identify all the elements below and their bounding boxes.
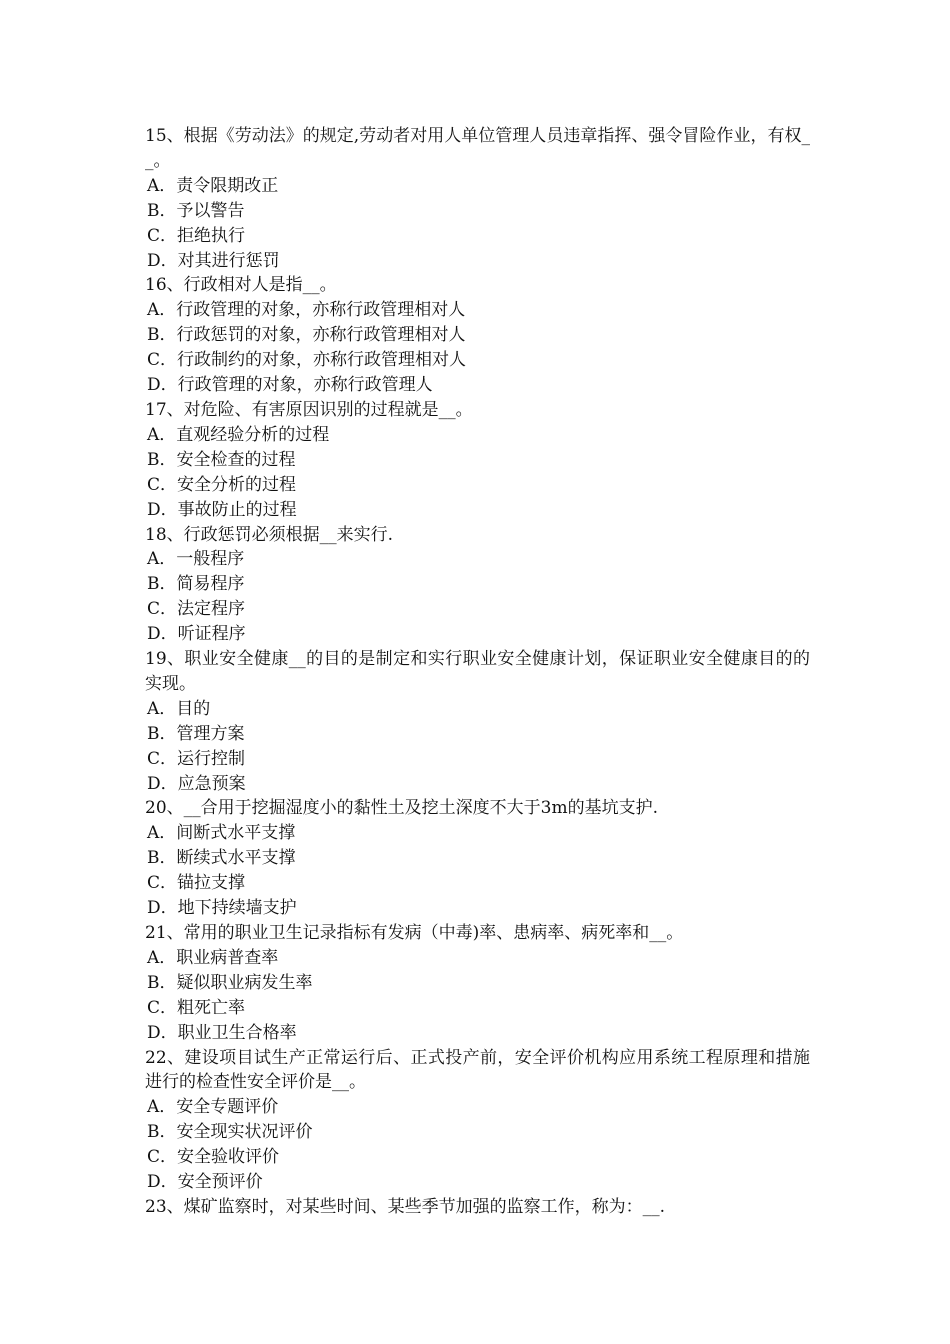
- question-16: [145, 273, 810, 398]
- question-18: [145, 523, 810, 648]
- question-23: [145, 1195, 810, 1220]
- option-b: B．行政惩罚的对象，亦称行政管理相对人: [147, 325, 466, 346]
- option-a: A．责令限期改正: [147, 175, 279, 196]
- question-21: [145, 921, 810, 1046]
- option-b: B．安全现实状况评价: [147, 1122, 313, 1143]
- option-d: D．行政管理的对象，亦称行政管理人: [147, 375, 433, 396]
- option-a: A．目的: [147, 698, 211, 719]
- option-d: D．地下持续墙支护: [147, 898, 297, 919]
- option-a: A．职业病普查率: [147, 947, 279, 968]
- question-text: 21、常用的职业卫生记录指标有发病（中毒)率、患病率、病死率和__。: [145, 923, 684, 943]
- option-d: D．安全预评价: [147, 1172, 263, 1193]
- question-text: 17、对危险、有害原因识别的过程就是__。: [145, 399, 473, 420]
- option-d: D．听证程序: [147, 624, 246, 645]
- option-d: D．对其进行惩罚: [147, 250, 280, 271]
- option-d: D．应急预案: [147, 773, 246, 794]
- question-22: [145, 1046, 810, 1195]
- option-a: A．行政管理的对象，亦称行政管理相对人: [147, 300, 466, 321]
- question-19: [145, 647, 810, 796]
- option-a: A．间断式水平支撑: [147, 823, 296, 844]
- option-c: C．锚拉支撑: [147, 873, 246, 894]
- option-b: B．安全检查的过程: [147, 449, 296, 470]
- option-b: B．疑似职业病发生率: [147, 972, 313, 993]
- option-a: A．直观经验分析的过程: [147, 424, 330, 445]
- question-list: [145, 124, 810, 1220]
- question-text: 20、__合用于挖掘湿度小的黏性土及挖土深度不大于3m的基坑支护.: [145, 798, 658, 819]
- option-b: B．管理方案: [147, 723, 245, 744]
- option-a: A．安全专题评价: [147, 1097, 279, 1118]
- option-c: C．安全分析的过程: [147, 474, 297, 495]
- option-c: C．安全验收评价: [147, 1147, 280, 1168]
- question-text: 23、煤矿监察时，对某些时间、某些季节加强的监察工作，称为：__.: [145, 1196, 666, 1217]
- option-c: C．法定程序: [147, 599, 246, 620]
- question-text: 16、行政相对人是指__。: [145, 275, 337, 296]
- question-20: [145, 796, 810, 921]
- question-17: [145, 398, 810, 523]
- question-text: 18、行政惩罚必须根据__来实行.: [145, 524, 394, 545]
- question-text: 22、建设项目试生产正常运行后、正式投产前，安全评价机构应用系统工程原理和措施进行的检查性安全评价是__。: [145, 1047, 810, 1093]
- option-b: B．简易程序: [147, 574, 245, 595]
- option-b: B．予以警告: [147, 200, 245, 221]
- option-c: C．粗死亡率: [147, 997, 246, 1018]
- option-c: C．拒绝执行: [147, 225, 246, 246]
- option-c: C．运行控制: [147, 748, 246, 769]
- option-c: C．行政制约的对象，亦称行政管理相对人: [147, 350, 467, 371]
- option-b: B．断续式水平支撑: [147, 848, 296, 869]
- option-d: D．事故防止的过程: [147, 499, 297, 520]
- question-15: [145, 124, 810, 273]
- question-text: 15、根据《劳动法》的规定,劳动者对用人单位管理人员违章指挥、强令冒险作业，有权__。: [145, 126, 810, 171]
- option-a: A．一般程序: [147, 549, 245, 570]
- option-d: D．职业卫生合格率: [147, 1022, 297, 1043]
- question-text: 19、职业安全健康__的目的是制定和实行职业安全健康计划，保证职业安全健康目的的实现。: [145, 649, 810, 694]
